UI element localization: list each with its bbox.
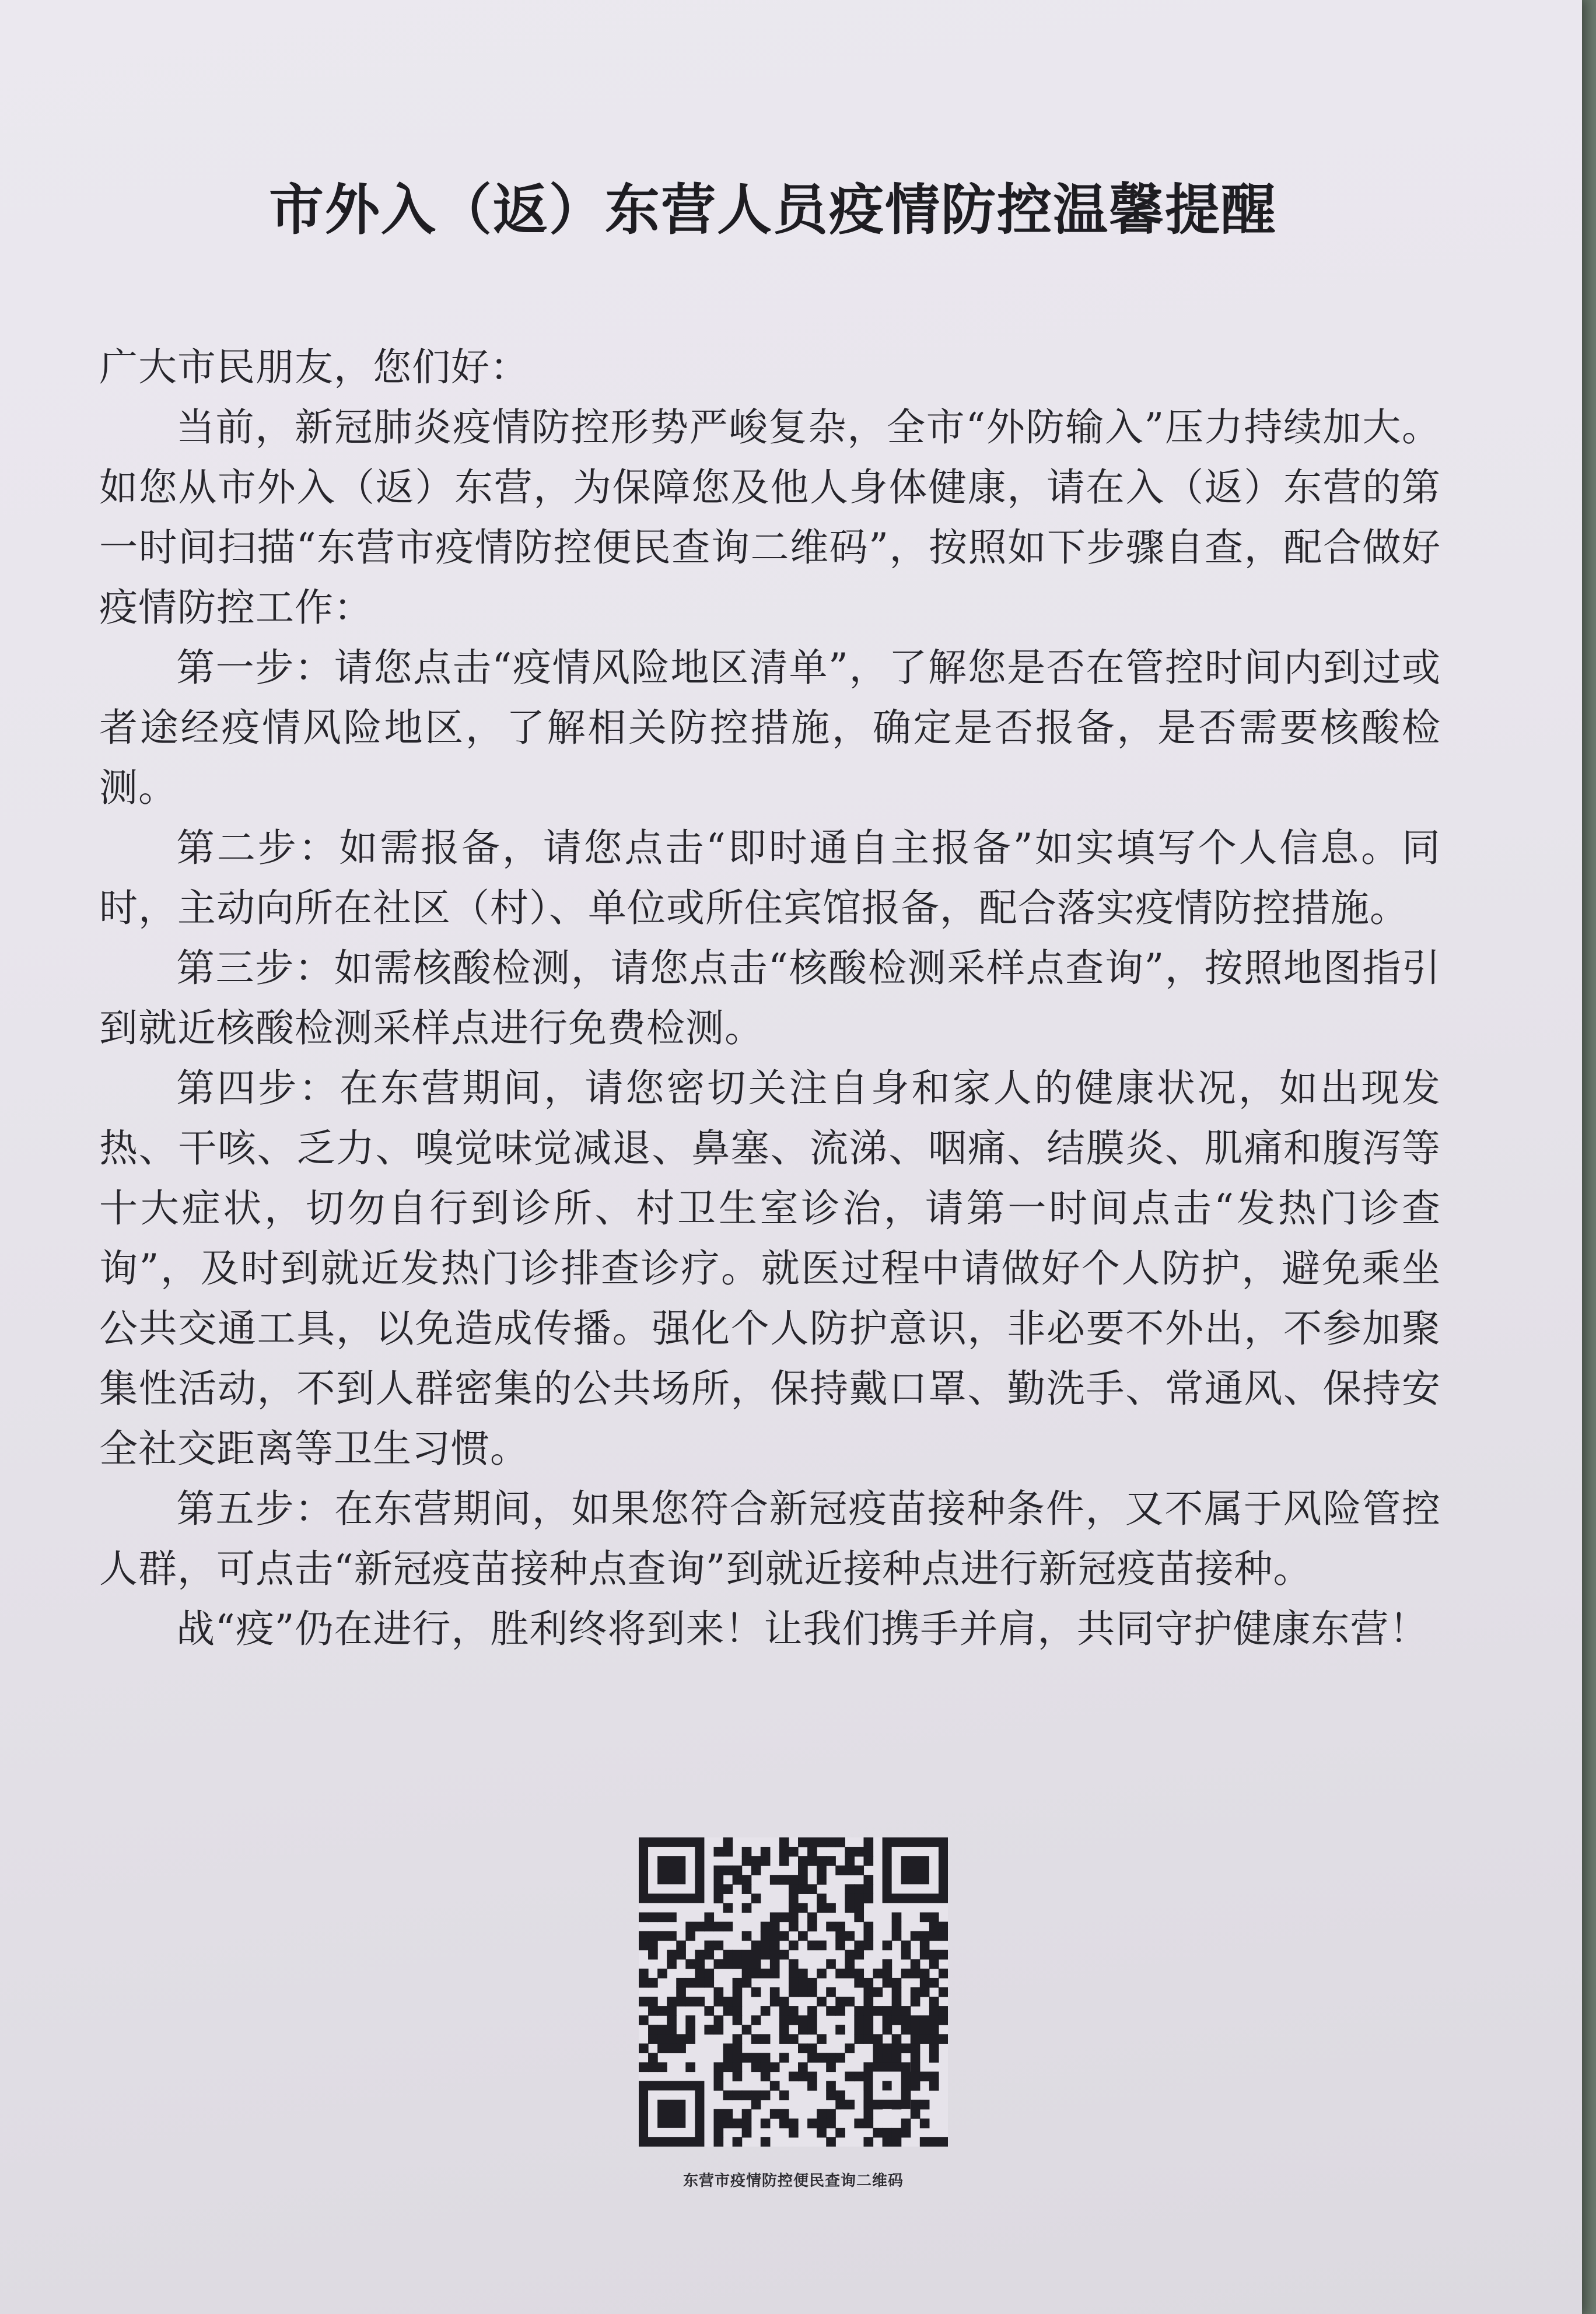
notice-title: 市外入（返）东营人员疫情防控温馨提醒 bbox=[268, 178, 1277, 242]
step-one-paragraph: 第一步：请您点击“疫情风险地区清单”，了解您是否在管控时间内到过或者途经疫情风险地区，了解相关防控措施，确定是否报备，是否需要核酸检测。 bbox=[99, 645, 1441, 810]
intro-paragraph: 当前，新冠肺炎疫情防控形势严峻复杂，全市“外防输入”压力持续加大。如您从市外入（返）东营，为保障您及他人身体健康，请在入（返）东营的第一时间扫描“东营市疫情防控便民查询二维码”，按照如下步骤自查，配合做好疫情防控工作： bbox=[99, 405, 1441, 630]
notice-body bbox=[99, 337, 1441, 1659]
closing-paragraph: 战“疫”仍在进行，胜利终将到来！让我们携手并肩，共同守护健康东营！ bbox=[176, 1606, 1429, 1651]
step-four-paragraph: 第四步：在东营期间，请您密切关注自身和家人的健康状况，如出现发热、干咳、乏力、嗅觉味觉减退、鼻塞、流涕、咽痛、结膜炎、肌痛和腹泻等十大症状，切勿自行到诊所、村卫生室诊治，请第一时间点击“发热门诊查询”，及时到就近发热门诊排查诊疗。就医过程中请做好个人防护，避免乘坐公共交通工具，以免造成传播。强化个人防护意识，非必要不外出，不参加聚集性活动，不到人群密集的公共场所，保持戴口罩、勤洗手、常通风、保持安全社交距离等卫生习惯。 bbox=[99, 1066, 1441, 1471]
step-three-paragraph: 第三步：如需核酸检测，请您点击“核酸检测采样点查询”，按照地图指引到就近核酸检测采样点进行免费检测。 bbox=[99, 946, 1441, 1051]
greeting-line: 广大市民朋友，您们好： bbox=[99, 345, 529, 390]
step-two-paragraph: 第二步：如需报备，请您点击“即时通自主报备”如实填写个人信息。同时，主动向所在社区（村）、单位或所住宾馆报备，配合落实疫情防控措施。 bbox=[99, 825, 1441, 930]
qr-code-icon[interactable] bbox=[639, 1837, 948, 2147]
step-five-paragraph: 第五步：在东营期间，如果您符合新冠疫苗接种条件，又不属于风险管控人群，可点击“新冠疫苗接种点查询”到就近接种点进行新冠疫苗接种。 bbox=[99, 1486, 1441, 1591]
qr-code-caption: 东营市疫情防控便民查询二维码 bbox=[682, 2172, 904, 2190]
